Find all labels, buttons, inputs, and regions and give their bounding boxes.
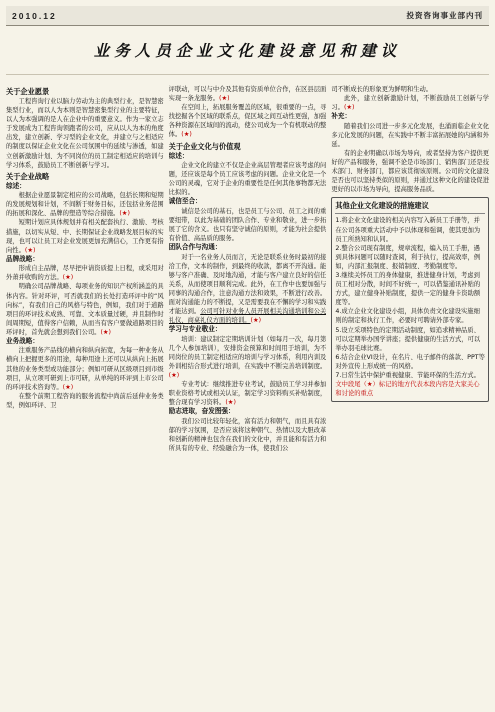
paragraph-continued: 司不断成长的形象更为鲜明和生动。 — [331, 86, 433, 93]
subheading-summary: 综述： — [6, 181, 26, 190]
subheading-summary: 综述： — [168, 151, 189, 160]
subheading-business: 业务战略： — [6, 336, 39, 345]
star-mark: (★) — [225, 399, 236, 407]
subheading-innovation: 励志进取，奋发图强： — [168, 407, 235, 416]
paragraph-brand-2: 明确公司品牌战略、每项业务的知识产权所涵盖的具体内容。针对环评，可否就我们的长处打造环评中的“风向标”，有我们自己的风格与特色，例如，我们对于道路项目的环评技术成熟、可靠、文本质量过硬，并且制作时间周期短，值得客户信赖，从而当有客户要做道路项目的环评时，首先就会想到我们公司。(★) — [6, 283, 164, 336]
paragraph-market: 有的企业明确以市场为导向，或者坚持为客户提供更好的产品和服务，强调不论是市场部门、销售部门还是技术部门、财务部门，都应该贯彻该原则。公司的文化建设是否也可以坚持类似的原则，并通过这种文化的建设促进更好的以市场为导向，提高服务品质。 — [331, 149, 490, 194]
heading-vision: 关于企业愿景 — [6, 87, 50, 96]
suggestion-item: 1.将企业文化建设的相关内容写入新员工手册等，并在公司各项重大活动中予以体现和强调，使其更加为员工所熟知和认同。 — [335, 217, 481, 243]
star-mark: (★) — [24, 246, 36, 254]
star-mark: (★) — [119, 210, 130, 218]
paragraph-continued: 评联动，可以与中介及其他有资质单位合作，在区县层面实现一条龙服务。(★) — [168, 86, 327, 103]
column-2 — [169, 85, 327, 711]
subheading-supplement: 补充： — [331, 112, 352, 121]
heading-strategy: 关于企业战略 — [6, 171, 50, 181]
paragraph-supplement: 随着我们公司进一步多元化发展，也涌面临企业文化多元化发展的问题，在实践中不断丰富拓展她的内涵和外延。 — [331, 122, 490, 148]
underlined-suggestion: 公司可针对业务人员开展相关沟通培训和公关礼仪、商桌礼仪方面的培训。 — [168, 308, 327, 325]
paragraph-incentive: 此外，建立创新激励计划，不断鼓励员工创新与学习。(★) — [331, 95, 490, 112]
paragraph-innovation: 我们公司比较年轻化，富有活力和朝气，而且具有浓郁的学习氛围，是否应该将这种朝气、热情以及大胆改革和创新的精神也包含在我们的文化中，并且能和有活力和所具有的专业、经验融合为一体，使我们公 — [168, 417, 327, 453]
star-mark: (★) — [250, 317, 262, 325]
issue-date: 2010.12 — [12, 10, 57, 21]
page-title: 业务人员企业文化建设意见和建议 — [93, 41, 402, 60]
paragraph-culture: 企业文化的建立不仅是企业高层管理者应该考虑的问题，还应该是每个员工应该考虑的问题。企业文化是一个公司的灵魂，它对于企业的重要性是任何其他事物都无法比拟的。 — [168, 161, 327, 197]
paragraph-short-plan: 短期计划应具体规划并有相关配套执行、激励、考核措施，以切实从短、中、长期保证企业战略发展目标的实现，也可以让员工对企业发展更加充满信心，工作更有指向性。(★) — [6, 219, 164, 254]
subheading-learning: 学习与专业敬业： — [168, 325, 222, 334]
suggestion-item: 7.日常生活中保护重视健康、节能环保的生活方式。 — [335, 372, 480, 380]
paragraph-team: 对于一名业务人员而言，无论是联系业务时最初的接洽工作，文本的制作，到最终的收款，都离不开沟通。能够与客户准确、及时地沟通，才能与客户建立良好的信任关系，从而使项目顺利完成。此外，在工作中也要加强与同事的沟通合作，注意沟通方法和效果，不断进行改善。面对沟通能力的不断提，又是需要我在不懈的学习和实践才能达到。公司可针对业务人员开展相关沟通培训和公关礼仪、商桌礼仪方面的培训。(★) — [168, 253, 327, 325]
paragraph-vision: 工程咨询行业以脑力劳动为主的典型行业，是智慧密集型行业，而以人为本则是智慧密集型行业的主要特征，以人为本强调的是人在企业中的重要意义。作为一家立志于发展成为工程咨询领跑者的公司，应从以人为本的角度出发，建立创新、学习型的企业文化，并建立与之相适应的制度以保证企业文化在公司氛围中的延续与渗透，如建立创新激励计划、为不同岗位的员工制定相适应的培训与学习体系，鼓励员工不断创新与学习。 — [6, 98, 164, 169]
subheading-brand: 品牌战略： — [6, 254, 39, 263]
star-mark: (★) — [219, 95, 230, 103]
publication-name: 投资咨询事业部内刊 — [406, 11, 483, 20]
paragraph-regional: 在空间上，拓展服务覆盖的区域，很重要的一点，寻找挖掘各个区域的联系点，促区域之间互动性更强，加强各种资源在区域间的流动，使公司成为一个有机联动的整体。(★) — [168, 104, 327, 139]
star-mark: (★) — [62, 383, 74, 391]
suggestion-item: 3.继续关怀员工的身体健康，推进健身计划，考虑到员工相对分散，时间不好统一，可以借鉴通讯补贴的方式，建立健身补贴制度，提供一定的健身卡资助额度等。 — [335, 272, 481, 307]
footnote: 文中段尾（★）标记的地方代表本段内容是大家关心和讨论的重点 — [335, 381, 480, 398]
heading-suggestions: 其他企业文化建设的措施建议 — [335, 201, 429, 211]
star-mark: (★) — [62, 274, 74, 282]
subheading-team: 团队合作与沟通： — [168, 243, 222, 252]
column-1 — [6, 85, 164, 711]
suggestions-box — [331, 197, 489, 402]
star-mark: (★) — [100, 328, 112, 336]
suggestion-item: 6.结合企业VI设计，在名片、电子邮件的落款、PPT等对外宣传上形成统一的风格。 — [335, 353, 485, 370]
page-header — [6, 6, 489, 26]
paragraph-business: 注重服务产品线的横向和纵向拓宽，为每一种业务从横向上把握更多的用途，每种用途上还可以从纵向上拓展其他的业务类型或功能部分；例如可研从区级项目到市级项目，从立项可研到上市可研，从单纯的环评到上市公司的环评技术咨询等。(★) — [6, 347, 164, 391]
paragraph-business-2: 在整个前期工程咨询的服务流程中尚前后延伸业务类型，例如环评、卫 — [6, 392, 164, 409]
divider — [335, 213, 485, 214]
paragraph-brand-1: 形成自主品牌，尽早把申请资质提上日程，或采用对外萧并收购的方法。(★) — [6, 265, 164, 282]
suggestion-item: 4.成立企业文化建设小组，具体负责文化建设实施细则的制定和执行工作，必要时可聘请外部专家。 — [335, 308, 480, 325]
star-mark: (★) — [181, 131, 192, 139]
paragraph-training: 培训：建议制定定期培训计划（如每月一次，每月第几个人参加培训），安排资金预算和时间用于培训，为不同岗位的员工制定相适应的培训与学习体系，利用内训及外训相结合形式进行培训，在实践中不断完善培训制度。(★) — [168, 335, 327, 380]
paragraph-integrity: 诚信是公司的基石，也是员工与公司、员工之间的重要纽带，以此为基础的团队合作、专业和敬业，进一步拓展了它的含义。也只有坚守诚信的原则，才能为社会提供有价值、高品质的服务。 — [168, 207, 327, 243]
column-3 — [331, 85, 489, 711]
article-columns — [6, 74, 489, 711]
star-mark: (★) — [343, 104, 355, 112]
suggestion-item: 5.设立采项特色的定期活动制度，如追求精神品质、可以定期举办国学讲座；提供健康的生活方式，可以举办羽毛球比赛。 — [335, 326, 481, 352]
star-mark: (★) — [168, 372, 180, 380]
heading-culture: 关于企业文化与价值观 — [168, 141, 241, 151]
paragraph-exam: 专业考试：继续推进专业考试，鼓励员工学习并参加职业资格考试或相关认证，制定学习资料购买补贴制度，整合现有学习资料。(★) — [168, 381, 327, 407]
suggestion-item: 2.整合公司现有制度，规章流程，编入员工手册，遇到具体问题可以随时查阅，利于执行，提高效率，例如，内部汇报制度、报销制度、考勤制度等。 — [335, 244, 481, 270]
title-banner — [6, 26, 489, 74]
subheading-integrity: 诚信至合： — [168, 197, 202, 206]
paragraph-summary: 根据企业愿景制定相应的公司战略，包括长期和短期的发展规划和计划，不间断于财务目标，还包括业务范围的拓展和深化、品牌的塑造等综合措施。(★) — [6, 192, 164, 218]
